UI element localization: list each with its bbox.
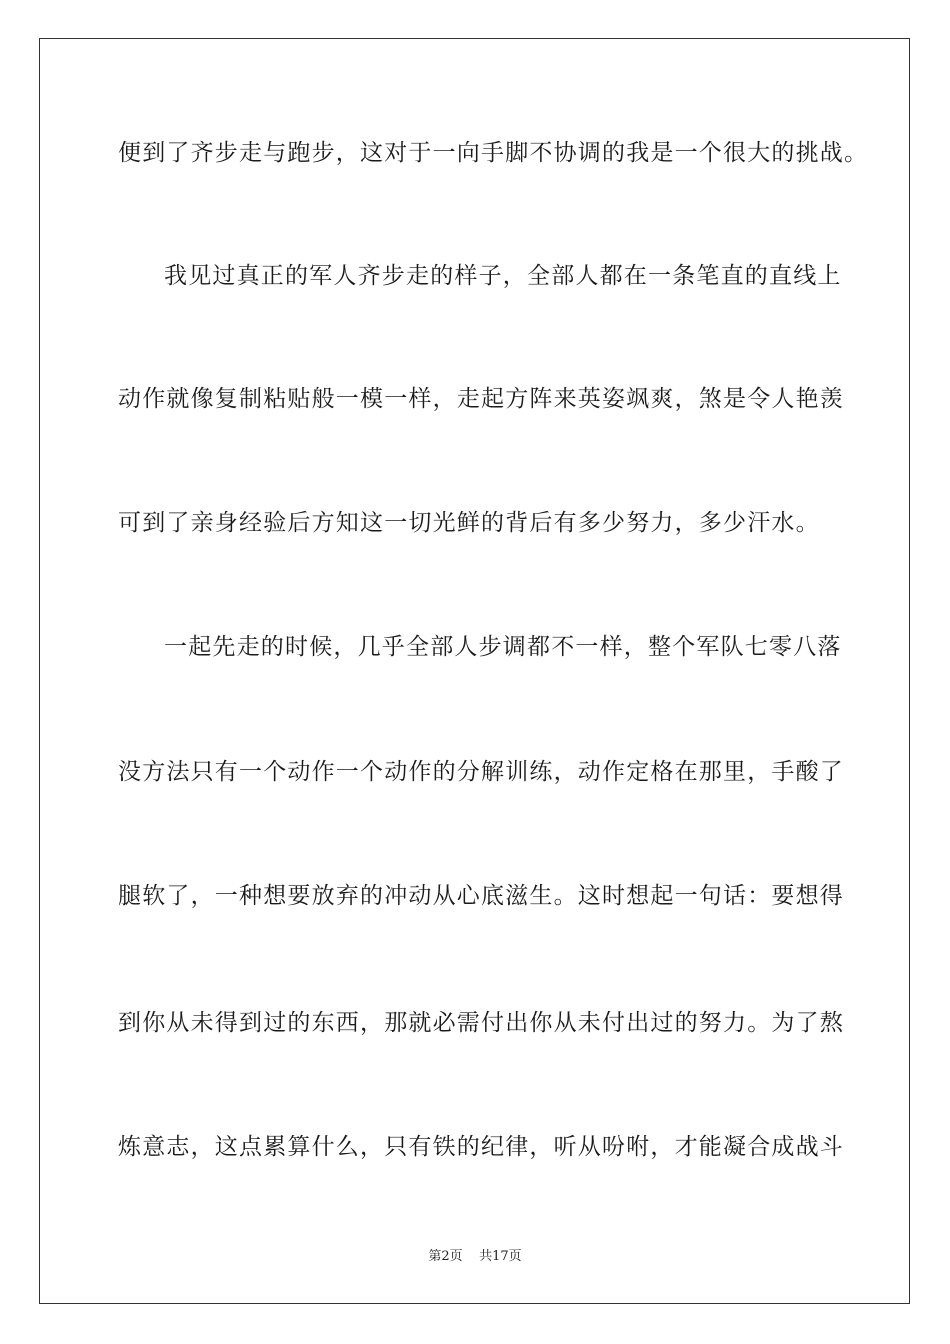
text-line: 便到了齐步走与跑步，这对于一向手脚不协调的我是一个很大的挑战。 (118, 140, 869, 166)
text-line: 一起先走的时候，几乎全部人步调都不一样，整个军队七零八落 (164, 634, 842, 660)
text-line: 我见过真正的军人齐步走的样子，全部人都在一条笔直的直线上 (164, 263, 842, 289)
text-line: 没方法只有一个动作一个动作的分解训练，动作定格在那里，手酸了 (118, 759, 844, 785)
text-line: 动作就像复制粘贴般一模一样，走起方阵来英姿飒爽，煞是令人艳羡 (118, 386, 844, 412)
text-line: 腿软了，一种想要放弃的冲动从心底滋生。这时想起一句话：要想得 (118, 883, 844, 909)
text-line: 到你从未得到过的东西，那就必需付出你从未付出过的努力。为了熬 (118, 1010, 844, 1036)
text-line: 可到了亲身经验后方知这一切光鲜的背后有多少努力，多少汗水。 (118, 510, 820, 536)
page-number-footer: 第2页 共17页 (428, 1249, 522, 1264)
page-border (39, 38, 910, 1304)
text-line: 炼意志，这点累算什么，只有铁的纪律，听从吩咐，才能凝合成战斗 (118, 1134, 844, 1160)
